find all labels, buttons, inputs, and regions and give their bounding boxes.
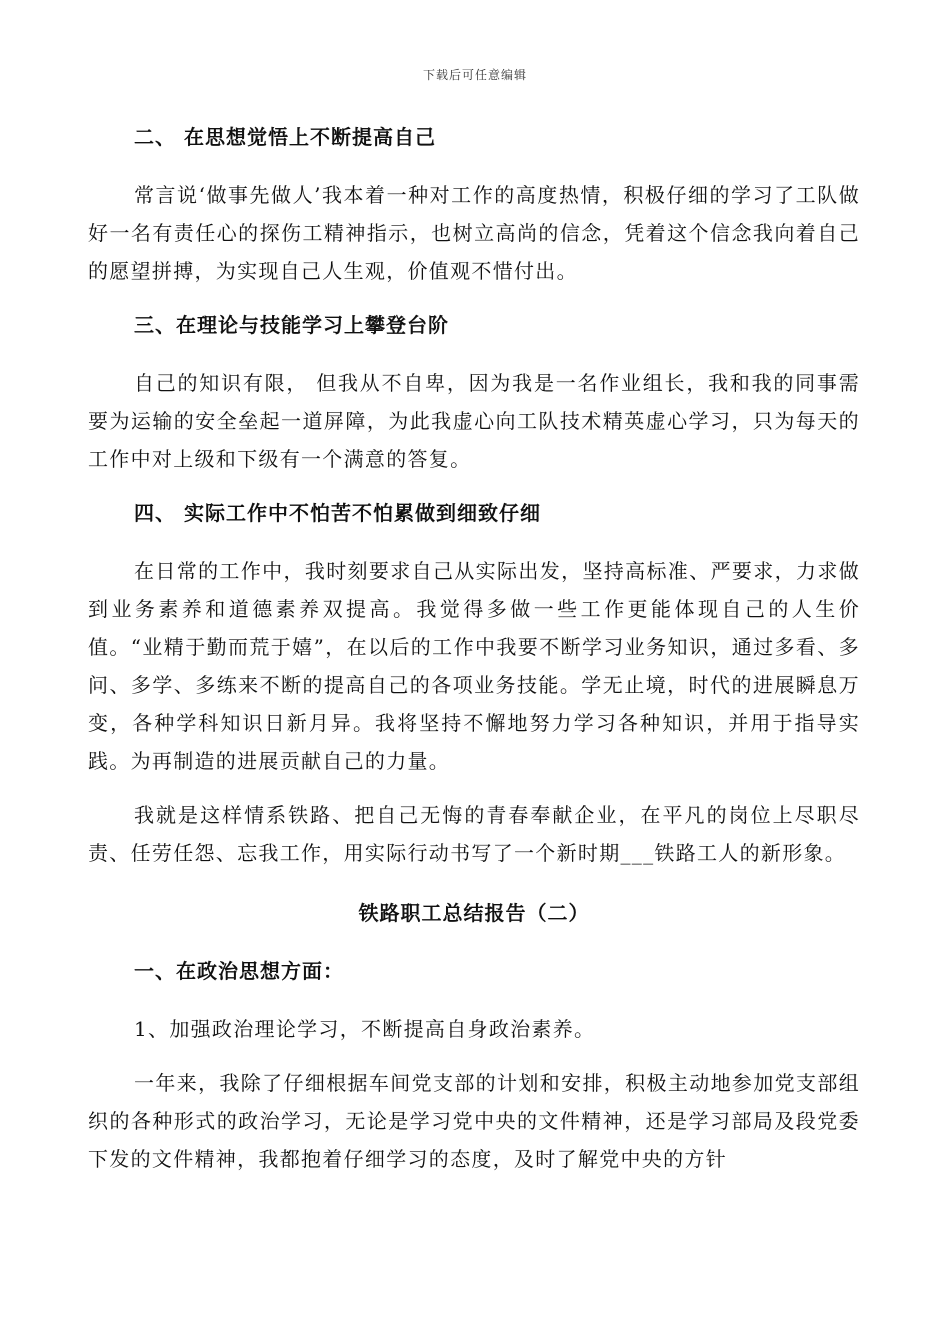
section-paragraph-3: 自己的知识有限， 但我从不自卑，因为我是一名作业组长，我和我的同事需要为运输的安全垒起一道屏障，为此我虚心向工队技术精英虚心学习，只为每天的工作中对上级和下级有一个满意的答复。 bbox=[88, 371, 860, 471]
report-item-1: 1、加强政治理论学习，不断提高自身政治素养。 bbox=[134, 1017, 596, 1041]
closing-paragraph: 我就是这样情系铁路、把自己无悔的青春奉献企业，在平凡的岗位上尽职尽责、任劳任怨、忘我工作，用实际行动书写了一个新时期___铁路工人的新形象。 bbox=[88, 803, 860, 865]
report-title: 铁路职工总结报告（二） bbox=[358, 901, 590, 925]
section-paragraph-4: 在日常的工作中，我时刻要求自己从实际出发，坚持高标准、严要求，力求做到业务素养和道德素养双提高。我觉得多做一些工作更能体现自己的人生价值。“业精于勤而荒于嬉”，在以后的工作中我要不断学习业务知识，通过多看、多问、多学、多练来不断的提高自己的各项业务技能。学无止境，时代的进展瞬息万变，各种学科知识日新月异。我将坚持不懈地努力学习各种知识，并用于指导实践。为再制造的进展贡献自己的力量。 bbox=[88, 559, 860, 773]
report-paragraph-1: 一年来，我除了仔细根据车间党支部的计划和安排，积极主动地参加党支部组织的各种形式的政治学习，无论是学习党中央的文件精神，还是学习部局及段党委下发的文件精神，我都抱着仔细学习的态度，及时了解党中央的方针 bbox=[88, 1071, 860, 1171]
header-note: 下载后可任意编辑 bbox=[422, 68, 527, 82]
report-section-heading-1: 一、在政治思想方面： bbox=[134, 959, 344, 983]
section-heading-4: 四、 实际工作中不怕苦不怕累做到细致仔细 bbox=[134, 501, 541, 525]
section-heading-2: 二、 在思想觉悟上不断提高自己 bbox=[134, 125, 436, 149]
section-paragraph-2: 常言说‘做事先做人’我本着一种对工作的高度热情，积极仔细的学习了工队做好一名有责任心的探伤工精神指示，也树立高尚的信念，凭着这个信念我向着自己的愿望拼搏，为实现自己人生观，价值观不惜付出。 bbox=[88, 183, 860, 283]
section-heading-3: 三、在理论与技能学习上攀登台阶 bbox=[134, 313, 449, 337]
document-body bbox=[88, 118, 860, 1194]
